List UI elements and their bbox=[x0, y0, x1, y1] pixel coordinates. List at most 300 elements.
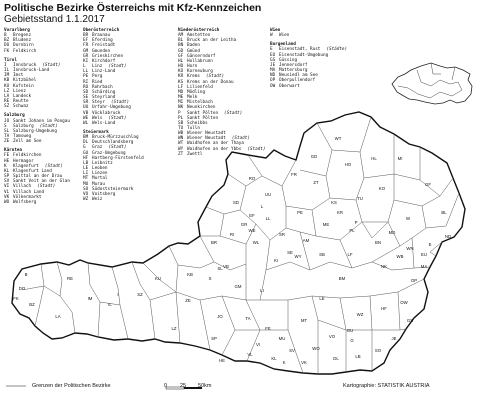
district-label-im: IM bbox=[87, 296, 93, 301]
district-label-nd: ND bbox=[444, 234, 452, 239]
district-label-gu: GU bbox=[346, 328, 354, 333]
plate-code: SD bbox=[83, 89, 89, 95]
district-name: Tulln bbox=[187, 125, 200, 131]
district-name: Klagenfurt Land bbox=[13, 168, 52, 174]
plate-code: OW bbox=[270, 83, 276, 89]
district-status: (Stadt) bbox=[108, 64, 127, 70]
map-title: Politische Bezirke Österreichs mit Kfz-Kennzeichen bbox=[4, 2, 262, 14]
plate-code: WT bbox=[178, 141, 184, 147]
district-name: Wels bbox=[92, 115, 103, 121]
plate-code: JE bbox=[270, 62, 276, 68]
district-label-ki: KI bbox=[273, 258, 279, 263]
legend-column-center bbox=[83, 28, 168, 202]
district-label-w: W bbox=[405, 216, 411, 221]
plate-code: WE bbox=[83, 115, 89, 121]
plate-code: KO bbox=[178, 69, 184, 75]
district-label-p: P bbox=[354, 220, 358, 225]
district-label-op: OP bbox=[410, 278, 418, 283]
plate-code: RO bbox=[83, 84, 89, 90]
state-heading: Niederösterreich bbox=[178, 28, 220, 33]
district-status: (Städte) bbox=[326, 47, 348, 53]
district-name: Villach bbox=[13, 184, 32, 190]
plate-code: WZ bbox=[83, 197, 89, 202]
district-label-vk: VK bbox=[301, 360, 307, 365]
plate-code: VK bbox=[4, 194, 10, 200]
plate-code: SZ bbox=[4, 104, 10, 110]
district-name: Sankt Johann im Pongau bbox=[13, 118, 70, 124]
district-label-do: DO bbox=[18, 286, 26, 291]
district-label-nk: NK bbox=[381, 264, 387, 269]
plate-code: SP bbox=[4, 174, 10, 180]
district-label-me: ME bbox=[322, 222, 330, 227]
district-name: Jennersdorf bbox=[279, 62, 308, 68]
district-label-kr: KR bbox=[337, 210, 343, 215]
district-label-sl: SL bbox=[217, 266, 223, 271]
plate-code: W bbox=[270, 33, 273, 39]
plate-code: VI bbox=[4, 184, 10, 190]
district-name: Neunkirchen bbox=[187, 105, 216, 111]
plate-code: PE bbox=[83, 74, 89, 80]
plate-code: LE bbox=[83, 166, 89, 172]
plate-code: GD bbox=[178, 48, 184, 54]
district-name: Feldkirchen bbox=[13, 153, 42, 159]
district-label-bz: BZ bbox=[29, 302, 35, 307]
plate-code: G bbox=[83, 145, 86, 151]
scale-tick-25: 25 bbox=[180, 383, 187, 389]
state-heading: Tirol bbox=[4, 57, 17, 63]
district-name: Lienz bbox=[13, 88, 26, 94]
district-label-sv: SV bbox=[289, 348, 295, 353]
district-name: Oberpullendorf bbox=[279, 78, 316, 84]
district-name: Salzburg-Umgebung bbox=[13, 128, 57, 134]
plate-code: ZT bbox=[178, 151, 184, 157]
plate-code: PL bbox=[178, 115, 184, 121]
district-status: (Stadt) bbox=[37, 184, 56, 190]
plate-code: BL bbox=[178, 38, 184, 44]
district-name: Voitsberg bbox=[92, 191, 116, 197]
district-label-tu: TU bbox=[357, 196, 363, 201]
district-label-sz: SZ bbox=[137, 292, 143, 297]
state-heading: Kärnten bbox=[4, 148, 23, 154]
district-name: Krems bbox=[187, 74, 200, 80]
district-label-ll: LL bbox=[265, 216, 271, 221]
district-name: Kufstein bbox=[13, 83, 34, 89]
district-status: (Stadt) bbox=[108, 145, 127, 151]
district-entry bbox=[83, 197, 168, 202]
plate-code: GS bbox=[270, 57, 276, 63]
district-label-kb: KB bbox=[187, 272, 193, 277]
district-status: (Stadt) bbox=[110, 100, 130, 106]
plate-code: EF bbox=[83, 38, 89, 44]
district-label-wy: WY bbox=[294, 254, 302, 259]
plate-code: TU bbox=[178, 125, 184, 131]
district-label-vl: VL bbox=[247, 352, 253, 357]
plate-code: BN bbox=[178, 43, 184, 49]
district-label-fe: FE bbox=[265, 326, 271, 331]
plate-code: WL bbox=[83, 120, 89, 126]
district-name: Schwaz bbox=[13, 104, 29, 110]
district-name: Schärding bbox=[92, 89, 116, 95]
district-label-ks: KS bbox=[331, 200, 337, 205]
district-name: Wolfsberg bbox=[13, 199, 37, 205]
district-name: Baden bbox=[187, 43, 200, 49]
district-label-ef: EF bbox=[249, 213, 255, 218]
plate-code: E bbox=[270, 47, 273, 53]
district-label-sr: SR bbox=[279, 232, 285, 237]
plate-code: ND bbox=[270, 73, 276, 79]
district-label-wo: WO bbox=[312, 346, 320, 351]
state-heading: Vorarlberg bbox=[4, 28, 30, 33]
district-label-e: E bbox=[428, 242, 432, 247]
plate-code: ZE bbox=[4, 139, 10, 145]
district-name: Oberwart bbox=[279, 83, 300, 89]
state-heading: Salzburg bbox=[4, 113, 25, 119]
district-name: Murau bbox=[92, 181, 105, 187]
district-label-mi: MI bbox=[397, 156, 403, 161]
plate-code: LB bbox=[83, 160, 89, 166]
district-entry bbox=[4, 200, 80, 205]
credit-line: Kartographie: STATISTIK AUSTRIA bbox=[343, 383, 430, 389]
plate-code: BZ bbox=[4, 38, 10, 44]
district-label-bn: BN bbox=[375, 240, 381, 245]
district-entry bbox=[178, 152, 264, 157]
plate-code: LI bbox=[83, 171, 89, 177]
district-label-b: B bbox=[24, 272, 28, 277]
district-label-ma: MA bbox=[420, 264, 428, 269]
district-status: (Stadt) bbox=[44, 163, 63, 169]
plate-code: HO bbox=[178, 64, 184, 70]
plate-code: KU bbox=[4, 83, 10, 89]
district-name: Innsbruck-Land bbox=[13, 68, 50, 74]
district-name: Weiz bbox=[92, 197, 103, 202]
district-name: Eisenstadt, Rust bbox=[279, 47, 321, 53]
district-label-am: AM bbox=[302, 238, 310, 243]
district-label-sp: SP bbox=[211, 336, 217, 341]
state-heading: Wien bbox=[270, 28, 281, 33]
district-name: Hermagor bbox=[13, 158, 34, 164]
district-status: (Stadt) bbox=[231, 136, 250, 142]
plate-code: SV bbox=[4, 179, 10, 185]
district-label-bl: BL bbox=[441, 210, 447, 215]
plate-code: IM bbox=[4, 73, 10, 79]
scale-tick-0: 0 bbox=[164, 383, 168, 389]
plate-code: GR bbox=[83, 53, 89, 59]
district-name: Urfahr-Umgebung bbox=[92, 105, 131, 111]
plate-code: MU bbox=[83, 181, 89, 187]
district-label-ho: HO bbox=[344, 162, 352, 167]
plate-code: RE bbox=[4, 99, 10, 105]
district-name: Korneuburg bbox=[187, 69, 213, 75]
district-label-wl: WL bbox=[252, 240, 260, 245]
district-label-ta: TA bbox=[245, 316, 251, 321]
district-name: Bruck an der Leitha bbox=[187, 38, 237, 44]
plate-code: FK bbox=[4, 48, 10, 54]
district-name: Sankt Pölten bbox=[187, 110, 219, 116]
district-name: Mattersburg bbox=[279, 68, 308, 74]
plate-code: KR bbox=[178, 74, 184, 80]
district-name: Südoststeiermark bbox=[92, 186, 134, 192]
district-name: Liezen bbox=[92, 171, 108, 177]
district-name: Vöcklabruck bbox=[92, 110, 121, 116]
district-status: (Stadt) bbox=[108, 115, 127, 121]
plate-code: SB bbox=[178, 120, 184, 126]
district-name: Hartberg-Fürstenfeld bbox=[92, 155, 144, 161]
plate-code: FR bbox=[83, 43, 89, 49]
plate-code: S bbox=[4, 123, 7, 129]
plate-code: MI bbox=[178, 100, 184, 106]
district-name: Klagenfurt bbox=[13, 163, 39, 169]
district-name: Gmünd bbox=[187, 48, 200, 54]
plate-code: NK bbox=[178, 105, 184, 111]
district-label-zt: ZT bbox=[313, 180, 319, 185]
district-name: Bludenz bbox=[13, 38, 32, 44]
district-name: Wiener Neustadt bbox=[187, 136, 226, 142]
district-name: Reutte bbox=[13, 99, 29, 105]
district-name: Imst bbox=[13, 73, 24, 79]
district-label-uu: UU bbox=[264, 192, 272, 197]
district-name: Zell am See bbox=[13, 139, 42, 145]
district-name: Braunau bbox=[92, 33, 111, 39]
plate-code: P bbox=[178, 110, 181, 116]
district-label-pl: PL bbox=[349, 228, 355, 233]
district-label-wt: WT bbox=[334, 136, 342, 141]
district-label-eu: EU bbox=[421, 252, 427, 257]
district-name: Scheibbs bbox=[187, 120, 208, 126]
district-label-l: L bbox=[260, 204, 264, 209]
plate-code: KS bbox=[178, 79, 184, 85]
district-label-re: RE bbox=[67, 276, 73, 281]
district-label-gd: GD bbox=[310, 154, 318, 159]
district-label-k: K bbox=[282, 360, 286, 365]
district-label-sb: SB bbox=[319, 252, 325, 257]
district-label-mu: MU bbox=[278, 336, 286, 341]
plate-code: SO bbox=[83, 186, 89, 192]
district-name: Murtal bbox=[92, 176, 108, 182]
district-label-gm: GM bbox=[234, 284, 242, 289]
plate-code: L bbox=[83, 64, 86, 70]
plate-code: HF bbox=[83, 155, 89, 161]
district-name: Gmunden bbox=[92, 48, 111, 54]
district-name: Salzburg bbox=[13, 123, 34, 129]
plate-code: ME bbox=[178, 95, 184, 101]
district-label-je: JE bbox=[391, 336, 397, 341]
district-status: (Stadt) bbox=[39, 123, 58, 129]
district-name: Rohrbach bbox=[92, 84, 113, 90]
plate-code: HE bbox=[4, 158, 10, 164]
district-label-bm: BM bbox=[338, 276, 346, 281]
plate-code: VB bbox=[83, 110, 89, 116]
district-label-ri: RI bbox=[229, 232, 235, 237]
district-label-md: MD bbox=[388, 230, 396, 235]
plate-code: TA bbox=[4, 133, 10, 139]
district-name: Mödling bbox=[187, 89, 206, 95]
district-label-ku: KU bbox=[155, 276, 161, 281]
scale-tick-50km: 50km bbox=[198, 383, 212, 389]
district-name: Spittal an der Drau bbox=[13, 174, 63, 180]
district-label-la: LA bbox=[55, 314, 61, 319]
legend-column-east bbox=[270, 28, 360, 89]
district-name: Eferding bbox=[92, 38, 113, 44]
plate-code: DL bbox=[83, 140, 89, 146]
plate-code: LL bbox=[83, 69, 89, 75]
district-name: Horn bbox=[187, 64, 198, 70]
district-name: Kitzbühel bbox=[13, 78, 37, 84]
district-label-fk: FK bbox=[13, 296, 19, 301]
district-label-gf: GF bbox=[425, 182, 431, 187]
district-name: Linz-Land bbox=[92, 69, 116, 75]
district-name: Sankt Pölten bbox=[187, 115, 219, 121]
plate-code: OP bbox=[270, 78, 276, 84]
plate-code: JO bbox=[4, 118, 10, 124]
district-name: Deutschlandsberg bbox=[92, 140, 134, 146]
district-label-sd: SD bbox=[233, 200, 239, 205]
district-status: (Stadt) bbox=[42, 62, 61, 68]
plate-code: KL bbox=[4, 168, 10, 174]
district-label-vi: VI bbox=[255, 342, 261, 347]
district-label-ze: ZE bbox=[185, 298, 191, 303]
district-label-hf: HF bbox=[381, 306, 387, 311]
plate-code: SE bbox=[83, 95, 89, 101]
plate-code: VO bbox=[83, 191, 89, 197]
district-label-br: BR bbox=[211, 240, 217, 245]
plate-code: SL bbox=[4, 128, 10, 134]
district-name: Melk bbox=[187, 95, 198, 101]
map-subtitle: Gebietsstand 1.1.2017 bbox=[4, 14, 105, 25]
district-label-li: LI bbox=[260, 288, 264, 293]
plate-code: UU bbox=[83, 105, 89, 111]
district-label-wb: WB bbox=[396, 254, 404, 259]
district-name: Perg bbox=[92, 74, 103, 80]
district-name: Waidhofen an der Ybbs bbox=[187, 146, 242, 152]
district-name: Feldkirch bbox=[13, 48, 37, 54]
district-name: Bruck-Mürzzuschlag bbox=[92, 135, 139, 141]
district-name: Neusiedl am See bbox=[279, 73, 318, 79]
district-name: Graz-Umgebung bbox=[92, 150, 126, 156]
district-name: Mistelbach bbox=[187, 100, 213, 106]
plate-code: LF bbox=[178, 84, 184, 90]
plate-code: K bbox=[4, 163, 7, 169]
district-name: Gänserndorf bbox=[187, 53, 216, 59]
district-name: Ried bbox=[92, 79, 103, 85]
district-name: Zwettl bbox=[187, 151, 203, 157]
district-name: Tamsweg bbox=[13, 133, 32, 139]
district-label-le: LE bbox=[319, 296, 325, 301]
state-heading: Burgenland bbox=[270, 42, 296, 48]
district-label-wn: WN bbox=[406, 246, 414, 251]
district-name: Grieskirchen bbox=[92, 53, 124, 59]
district-name: Völkermarkt bbox=[13, 194, 42, 200]
inset-map bbox=[392, 63, 472, 104]
plate-code: WN bbox=[178, 136, 184, 142]
district-label-he: HE bbox=[219, 358, 225, 363]
plate-code: B bbox=[4, 33, 7, 39]
plate-code: VL bbox=[4, 189, 10, 195]
district-label-kl: KL bbox=[271, 356, 277, 361]
district-label-jo: JO bbox=[217, 314, 223, 319]
district-label-lf: LF bbox=[347, 252, 353, 257]
plate-code: WB bbox=[178, 131, 184, 137]
district-label-vo: VO bbox=[328, 334, 336, 339]
plate-code: LZ bbox=[4, 88, 10, 94]
district-label-il: IL bbox=[108, 302, 112, 307]
district-name: Lilienfeld bbox=[187, 84, 213, 90]
district-name: Graz bbox=[92, 145, 103, 151]
district-label-mt: MT bbox=[300, 318, 308, 323]
district-name: Leibnitz bbox=[92, 160, 113, 166]
district-name: Linz bbox=[92, 64, 103, 70]
plate-code: MA bbox=[270, 68, 276, 74]
plate-code: MT bbox=[83, 176, 89, 182]
district-label-dl: DL bbox=[333, 356, 339, 361]
district-name: Krems an der Donau bbox=[187, 79, 234, 85]
border-legend-label: Grenzen der Politischen Bezirke bbox=[32, 383, 111, 389]
plate-code: WO bbox=[4, 199, 10, 205]
district-status: (Stadt) bbox=[205, 74, 225, 80]
plate-code: GU bbox=[83, 150, 89, 156]
district-name: Landeck bbox=[13, 93, 32, 99]
district-label-gr: GR bbox=[240, 222, 248, 227]
state-heading: Steiermark bbox=[83, 129, 109, 135]
district-name: Eisenstadt-Umgebung bbox=[279, 52, 329, 58]
district-label-s: S bbox=[208, 276, 212, 281]
district-name: Steyr bbox=[92, 100, 105, 106]
district-label-lz: LZ bbox=[171, 326, 177, 331]
plate-code: GF bbox=[178, 53, 184, 59]
district-name: Amstetten bbox=[187, 33, 211, 39]
plate-code: BR bbox=[83, 33, 89, 39]
district-name: Villach Land bbox=[13, 189, 45, 195]
district-label-se: SE bbox=[287, 250, 293, 255]
plate-code: I bbox=[4, 62, 7, 68]
district-name: Dornbirn bbox=[13, 43, 34, 49]
plate-code: FE bbox=[4, 153, 10, 159]
district-name: Steyrland bbox=[92, 95, 116, 101]
district-name: Innsbruck bbox=[13, 62, 37, 68]
district-name: Wels-Land bbox=[92, 120, 116, 126]
district-status: (Stadt) bbox=[247, 146, 266, 152]
district-name: Leoben bbox=[92, 166, 108, 172]
district-name: Hollabrunn bbox=[187, 58, 213, 64]
district-label-ro: RO bbox=[248, 176, 256, 181]
district-name: Freistadt bbox=[92, 43, 116, 49]
district-label-i: I bbox=[117, 292, 119, 297]
plate-code: HL bbox=[178, 58, 184, 64]
district-label-vb: VB bbox=[223, 264, 229, 269]
plate-code: KI bbox=[83, 58, 89, 64]
district-name: Kirchdorf bbox=[92, 58, 116, 64]
district-label-hl: HL bbox=[371, 156, 377, 161]
district-name: Güssing bbox=[279, 57, 298, 63]
plate-code: BM bbox=[83, 135, 89, 141]
plate-code: EU bbox=[270, 52, 276, 58]
plate-code: AM bbox=[178, 33, 184, 39]
plate-code: RI bbox=[83, 79, 89, 85]
district-name: Bregenz bbox=[13, 33, 32, 39]
plate-code: WY bbox=[178, 146, 184, 152]
legend-column-west bbox=[4, 28, 80, 205]
plate-code: IL bbox=[4, 68, 10, 74]
plate-code: GM bbox=[83, 48, 89, 54]
district-name: Sankt Veit an der Glan bbox=[13, 179, 70, 185]
plate-code: MD bbox=[178, 89, 184, 95]
district-label-ow: OW bbox=[400, 300, 408, 305]
district-name: Waidhofen an der Thaya bbox=[187, 141, 244, 147]
district-label-we: WE bbox=[248, 228, 256, 233]
plate-code: LA bbox=[4, 93, 10, 99]
plate-code: DO bbox=[4, 43, 10, 49]
district-entry bbox=[270, 84, 360, 89]
plate-code: KB bbox=[4, 78, 10, 84]
